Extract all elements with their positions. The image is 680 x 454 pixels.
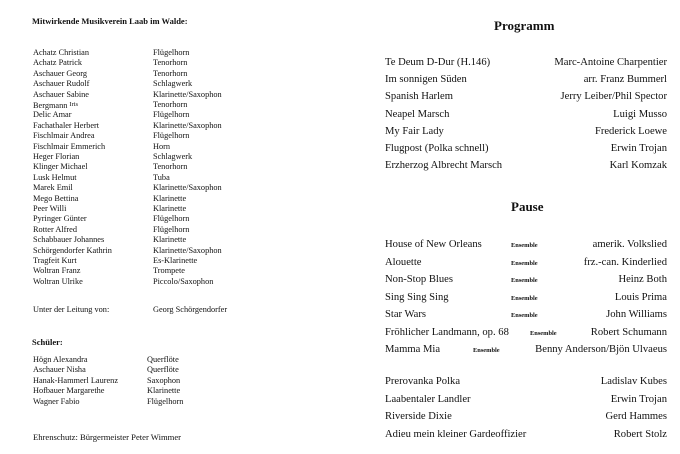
student-name: Hofbauer Margarethe — [33, 386, 105, 396]
member-row — [0, 58, 340, 68]
composer: Gerd Hammes — [605, 411, 667, 422]
composer: Robert Schumann — [590, 326, 667, 338]
member-name: Woltran Ulrike — [33, 276, 83, 286]
member-instrument: Flügelhorn — [153, 224, 190, 234]
conductor-name: Georg Schörgendorfer — [153, 305, 228, 314]
student-row — [0, 376, 340, 386]
piece-title: Adieu mein kleiner Gardeoffizier — [385, 428, 527, 440]
student-row — [0, 386, 340, 396]
member-instrument: Piccolo/Saxophon — [153, 276, 214, 286]
member-name: Peer Willi — [33, 204, 67, 213]
member-name: Rotter Alfred — [33, 224, 78, 234]
piece-title: Te Deum D-Dur (H.146) — [385, 57, 491, 68]
member-instrument: Klarinette/Saxophon — [153, 183, 222, 193]
member-instrument: Klarinette — [153, 193, 187, 203]
member-row — [0, 235, 340, 245]
member-name: Schabbauer Johannes — [33, 235, 105, 245]
piece-title: Neapel Marsch — [385, 108, 450, 120]
member-name: Fachathaler Herbert — [33, 120, 100, 130]
member-row — [0, 256, 340, 266]
member-row — [0, 121, 340, 131]
piece-title: My Fair Lady — [385, 125, 444, 137]
composer: Benny Anderson/Bjön Ulvaeus — [535, 344, 667, 355]
student-instrument: Querflöte — [147, 355, 179, 364]
member-row — [0, 266, 340, 276]
composer: Karl Komzak — [609, 160, 667, 172]
member-row — [0, 246, 340, 256]
right-page — [340, 0, 680, 454]
composer: Frederick Loewe — [594, 125, 667, 137]
piece-title: Mamma Mia — [385, 344, 441, 355]
member-instrument: Es-Klarinette — [153, 256, 198, 265]
member-row — [0, 131, 340, 141]
member-row — [0, 142, 340, 152]
member-instrument: Tenorhorn — [153, 100, 188, 109]
member-instrument: Flügelhorn — [153, 48, 190, 57]
students-heading: Schüler: — [32, 337, 63, 347]
composer: Erwin Trojan — [610, 393, 667, 405]
piece-title: Riverside Dixie — [385, 411, 452, 422]
member-row — [0, 152, 340, 162]
composer: Ladislav Kubes — [600, 376, 667, 387]
piece-title: Fröhlicher Landmann, op. 68 — [385, 326, 509, 338]
program-title: Programm — [494, 18, 555, 33]
member-name: Aschauer Rudolf — [33, 79, 90, 89]
pause-title: Pause — [511, 199, 544, 214]
composer: frz.-can. Kinderlied — [583, 256, 667, 268]
member-row — [0, 69, 340, 79]
member-instrument: Flügelhorn — [153, 131, 190, 141]
member-name: Bergmann — [33, 101, 68, 110]
ensemble-tag: Ensemble — [511, 312, 538, 319]
member-instrument: Tenorhorn — [153, 58, 188, 68]
member-instrument: Klarinette/Saxophon — [153, 245, 222, 255]
ensemble-tag: Ensemble — [511, 294, 538, 302]
member-instrument: Klarinette — [153, 235, 187, 245]
piece-title: Im sonnigen Süden — [385, 74, 467, 86]
ensemble-tag: Ensemble — [530, 329, 557, 337]
ensemble-tag: Ensemble — [511, 259, 538, 267]
member-row — [0, 110, 340, 120]
member-name: Pyringer Günter — [33, 214, 87, 224]
program-row — [385, 425, 667, 445]
member-name: Marek Emil — [33, 183, 73, 193]
piece-title: Non-Stop Blues — [385, 274, 453, 285]
piece-title: Prerovanka Polka — [385, 376, 461, 387]
composer: Luigi Musso — [613, 108, 667, 120]
member-name: Tragfeit Kurt — [33, 256, 77, 265]
member-instrument: Trompete — [153, 266, 185, 276]
student-row — [0, 397, 340, 407]
member-instrument: Flügelhorn — [153, 110, 190, 120]
piece-title: Spanish Harlem — [385, 91, 453, 103]
member-instrument: Tuba — [153, 172, 170, 182]
composer: arr. Franz Bummerl — [583, 74, 667, 86]
piece-title: Alouette — [385, 256, 422, 268]
member-instrument: Horn — [153, 141, 171, 151]
piece-title: House of New Orleans — [385, 239, 482, 250]
member-row — [0, 90, 340, 100]
member-name: Mego Bettina — [33, 193, 79, 203]
composer: Marc-Antoine Charpentier — [554, 57, 667, 68]
composer: Heinz Both — [618, 274, 667, 285]
member-instrument: Schlagwerk — [153, 152, 193, 161]
program-row — [385, 340, 667, 360]
member-row — [0, 100, 340, 110]
student-name: Aschauer Nisha — [33, 365, 86, 375]
conductor-label: Unter der Leitung von: — [33, 305, 110, 314]
ensemble-tag: Ensemble — [511, 277, 538, 284]
member-row — [0, 48, 340, 58]
piece-title: Erzherzog Albrecht Marsch — [385, 160, 503, 172]
student-name: Hanak-Hammerl Laurenz — [33, 375, 118, 385]
member-instrument: Tenorhorn — [153, 68, 188, 78]
ensemble-tag: Ensemble — [511, 242, 538, 249]
member-row — [0, 162, 340, 172]
member-row — [0, 225, 340, 235]
piece-title: Star Wars — [385, 309, 427, 320]
member-name: Aschauer Sabine — [33, 89, 89, 99]
composer: Erwin Trojan — [610, 143, 667, 154]
member-instrument: Tenorhorn — [153, 162, 188, 172]
member-name: Achatz Patrick — [33, 58, 83, 68]
member-name: Woltran Franz — [33, 266, 81, 276]
member-name: Achatz Christian — [33, 48, 89, 57]
student-instrument: Querflöte — [147, 365, 179, 375]
member-name: Lusk Helmut — [33, 172, 77, 182]
member-name: Aschauer Georg — [33, 68, 87, 78]
member-row — [0, 79, 340, 89]
member-name: Fischlmair Andrea — [33, 131, 95, 141]
member-instrument: Klarinette/Saxophon — [153, 120, 222, 130]
musicians-heading: Mitwirkende Musikverein Laab im Walde: — [32, 16, 188, 26]
piece-title: Laabentaler Landler — [385, 393, 471, 405]
student-instrument: Saxophon — [147, 375, 181, 385]
composer: John Williams — [606, 309, 667, 320]
composer: Jerry Leiber/Phil Spector — [560, 91, 667, 103]
member-name: Schörgendorfer Kathrin — [33, 245, 112, 255]
composer: Robert Stolz — [613, 428, 667, 440]
student-row — [0, 365, 340, 375]
program-row — [385, 156, 667, 176]
student-instrument: Klarinette — [147, 386, 181, 396]
student-row — [0, 355, 340, 365]
piece-title: Flugpost (Polka schnell) — [385, 143, 489, 154]
member-instrument: Klarinette/Saxophon — [153, 89, 222, 99]
member-row — [0, 183, 340, 193]
student-instrument: Flügelhorn — [147, 396, 184, 406]
member-row — [0, 214, 340, 224]
member-instrument: Flügelhorn — [153, 214, 190, 224]
piece-title: Sing Sing Sing — [385, 291, 449, 303]
member-note: Iris — [69, 101, 79, 108]
member-instrument: Klarinette — [153, 204, 187, 213]
patron-line: Ehrenschutz: Bürgermeister Peter Wimmer — [33, 432, 182, 442]
member-row — [0, 194, 340, 204]
member-row — [0, 173, 340, 183]
member-name: Delic Amar — [33, 110, 72, 120]
member-row — [0, 204, 340, 214]
member-row — [0, 277, 340, 287]
student-name: Wagner Fabio — [33, 396, 80, 406]
composer: Louis Prima — [614, 291, 667, 303]
ensemble-tag: Ensemble — [473, 347, 500, 354]
member-instrument: Schlagwerk — [153, 79, 193, 89]
member-name: Heger Florian — [33, 152, 80, 161]
member-name: Klinger Michael — [33, 162, 88, 172]
member-name: Fischlmair Emmerich — [33, 141, 106, 151]
student-name: Högn Alexandra — [33, 355, 88, 364]
composer: amerik. Volkslied — [592, 239, 667, 250]
